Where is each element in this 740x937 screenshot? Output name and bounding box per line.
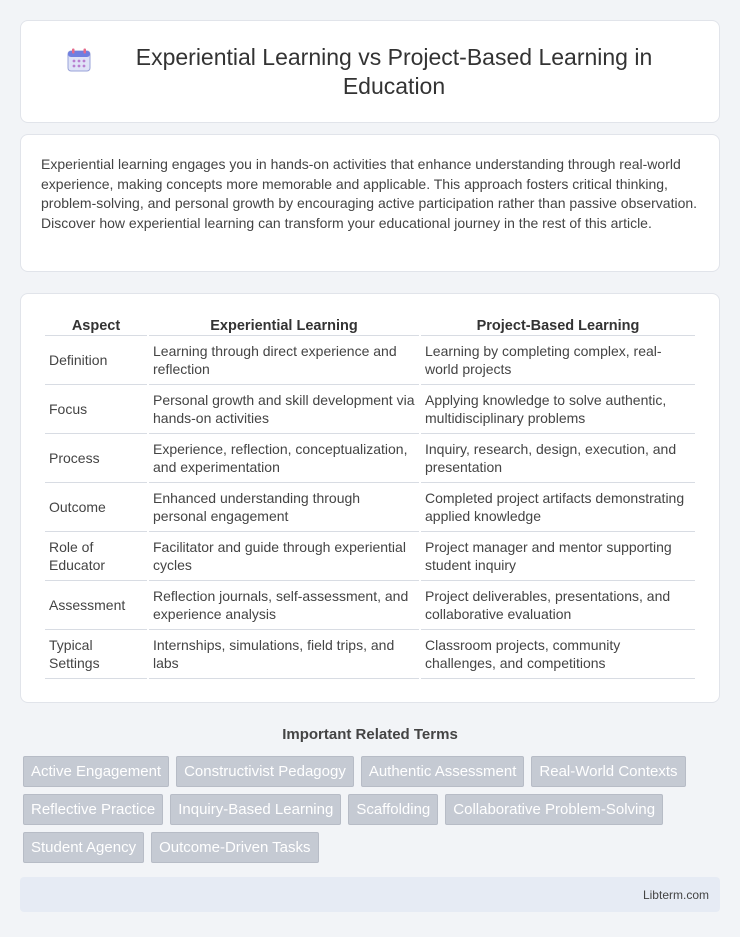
comparison-table bbox=[43, 314, 697, 679]
table-row bbox=[45, 630, 695, 679]
table-row bbox=[45, 336, 695, 385]
table-row bbox=[45, 581, 695, 630]
project-cell: Learning by completing complex, real-world projects bbox=[421, 336, 695, 385]
aspect-cell: Role of Educator bbox=[45, 532, 147, 581]
table-row bbox=[45, 483, 695, 532]
experiential-cell: Enhanced understanding through personal engagement bbox=[149, 483, 419, 532]
footer-site-link[interactable]: Libterm.com bbox=[642, 887, 709, 902]
table-header-row bbox=[45, 314, 695, 336]
related-terms-title: Important Related Terms bbox=[282, 726, 458, 743]
project-cell: Project manager and mentor supporting student inquiry bbox=[421, 532, 695, 581]
calendar-icon bbox=[66, 47, 92, 73]
column-header-project: Project-Based Learning bbox=[421, 314, 695, 336]
experiential-cell: Learning through direct experience and reflection bbox=[149, 336, 419, 385]
project-cell: Completed project artifacts demonstrating applied knowledge bbox=[421, 483, 695, 532]
header-card bbox=[20, 20, 720, 123]
term-tag[interactable]: Active Engagement bbox=[23, 756, 169, 787]
comparison-card bbox=[20, 293, 720, 703]
experiential-cell: Internships, simulations, field trips, and labs bbox=[149, 630, 419, 679]
intro-paragraph: Experiential learning engages you in hands-on activities that enhance understanding through real-world experience, making concepts more memorable and applicable. This approach fosters critical thinking, problem-solving, and personal growth by encouraging active participation rather than passive observation. Discover how experiential learning can transform your educational journey in the rest of this article. bbox=[41, 156, 698, 231]
term-tag[interactable]: Reflective Practice bbox=[23, 794, 163, 825]
term-tag[interactable]: Inquiry-Based Learning bbox=[170, 794, 341, 825]
project-cell: Applying knowledge to solve authentic, multidisciplinary problems bbox=[421, 385, 695, 434]
term-tag[interactable]: Scaffolding bbox=[348, 794, 438, 825]
experiential-cell: Facilitator and guide through experiential cycles bbox=[149, 532, 419, 581]
term-tag[interactable]: Real-World Contexts bbox=[531, 756, 685, 787]
aspect-cell: Process bbox=[45, 434, 147, 483]
related-terms-list bbox=[20, 756, 720, 870]
table-row bbox=[45, 434, 695, 483]
term-tag[interactable]: Constructivist Pedagogy bbox=[176, 756, 354, 787]
project-cell: Classroom projects, community challenges, and competitions bbox=[421, 630, 695, 679]
term-tag[interactable]: Outcome-Driven Tasks bbox=[151, 832, 318, 863]
aspect-cell: Typical Settings bbox=[45, 630, 147, 679]
term-tag[interactable]: Collaborative Problem-Solving bbox=[445, 794, 663, 825]
column-header-aspect: Aspect bbox=[45, 314, 147, 336]
term-tag[interactable]: Student Agency bbox=[23, 832, 144, 863]
experiential-cell: Experience, reflection, conceptualization, and experimentation bbox=[149, 434, 419, 483]
table-row bbox=[45, 532, 695, 581]
project-cell: Project deliverables, presentations, and collaborative evaluation bbox=[421, 581, 695, 630]
project-cell: Inquiry, research, design, execution, and presentation bbox=[421, 434, 695, 483]
aspect-cell: Definition bbox=[45, 336, 147, 385]
experiential-cell: Reflection journals, self-assessment, and experience analysis bbox=[149, 581, 419, 630]
aspect-cell: Focus bbox=[45, 385, 147, 434]
term-tag[interactable]: Authentic Assessment bbox=[361, 756, 525, 787]
aspect-cell: Outcome bbox=[45, 483, 147, 532]
intro-card bbox=[20, 134, 720, 272]
page-title: Experiential Learning vs Project-Based Learning in Education bbox=[135, 43, 653, 99]
footer bbox=[20, 877, 720, 912]
table-row bbox=[45, 385, 695, 434]
aspect-cell: Assessment bbox=[45, 581, 147, 630]
column-header-experiential: Experiential Learning bbox=[149, 314, 419, 336]
experiential-cell: Personal growth and skill development via hands-on activities bbox=[149, 385, 419, 434]
